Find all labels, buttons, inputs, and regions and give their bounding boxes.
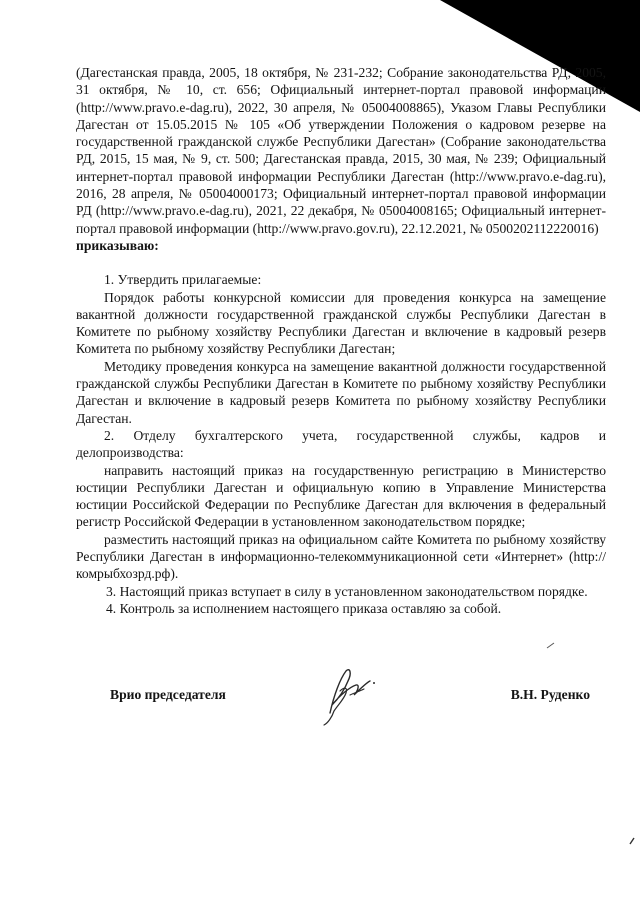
signatory-name: В.Н. Руденко — [510, 687, 590, 702]
document-body — [76, 64, 606, 617]
paragraph-gap — [76, 254, 606, 271]
scan-speck — [545, 640, 557, 650]
order-word: приказываю: — [76, 237, 159, 253]
item-3-effect: 3. Настоящий приказ вступает в силу в установленном законодательством порядке. — [106, 583, 588, 599]
item-2-heading: 2. Отделу бухгалтерского учета, государственной службы, кадров и делопроизводства: — [76, 427, 606, 461]
handwritten-signature — [310, 665, 380, 727]
scan-speck — [628, 836, 636, 846]
item-2-registration: направить настоящий приказ на государственную регистрацию в Министерство юстиции Республики Дагестан и официальную копию в Управление Министерства юстиции Российской Федерации по Республике Дагестан для включения в федеральный регистр Российской Федерации в установленном законодательством порядке; — [76, 462, 606, 530]
preamble-paragraph: (Дагестанская правда, 2005, 18 октября, № 231-232; Собрание законодательства РД, 2005, 31 октября, № 10, ст. 656; Официальный интернет-портал правовой информации (http://www.pravo.e-dag.ru), 2022, 30 апреля, № 05004008865), Указом Главы Республики Дагестан от 15.05.2015 № 105 «Об утверждении Положения о кадровом резерве на государственной гражданской службе Республики Дагестан» (Собрание законодательства РД, 2015, 15 мая, № 9, ст. 500; Дагестанская правда, 2015, 30 мая, № 239; Официальный интернет-портал правовой информации Республики Дагестан (http://www.pravo.e-dag.ru), 2016, 28 апреля, № 05004000173; Официальный интернет-портал правовой информации РД (http://www.pravo.e-dag.ru), 2021, 22 декабря, № 05004008165; Официальный интернет-портал правовой информации (http://www.pravo.gov.ru), 22.12.2021, № 0500202112220016) — [76, 65, 606, 236]
item-4-control: 4. Контроль за исполнением настоящего приказа оставляю за собой. — [106, 600, 502, 616]
item-1-procedure: Порядок работы конкурсной комиссии для проведения конкурса на замещение вакантной должности государственной гражданской службы Республики Дагестан в Комитете по рыбному хозяйству Республики Дагестан и включение в кадровый резерв Комитета по рыбному хозяйству Республики Дагестан; — [76, 289, 606, 357]
signature-block — [110, 683, 590, 723]
item-1-methodology: Методику проведения конкурса на замещение вакантной должности государственной гражданской службы Республики Дагестан в Комитете по рыбному хозяйству Республики Дагестан и включение в кадровый резерв Комитета по рыбному хозяйству Республики Дагестан. — [76, 358, 606, 426]
signatory-position: Врио председателя — [110, 687, 226, 702]
item-2-publication: разместить настоящий приказ на официальном сайте Комитета по рыбному хозяйству Республики Дагестан в информационно-телекоммуникационной сети «Интернет» (http://комрыбхозрд.рф). — [76, 531, 606, 582]
item-1-heading: 1. Утвердить прилагаемые: — [104, 272, 262, 288]
